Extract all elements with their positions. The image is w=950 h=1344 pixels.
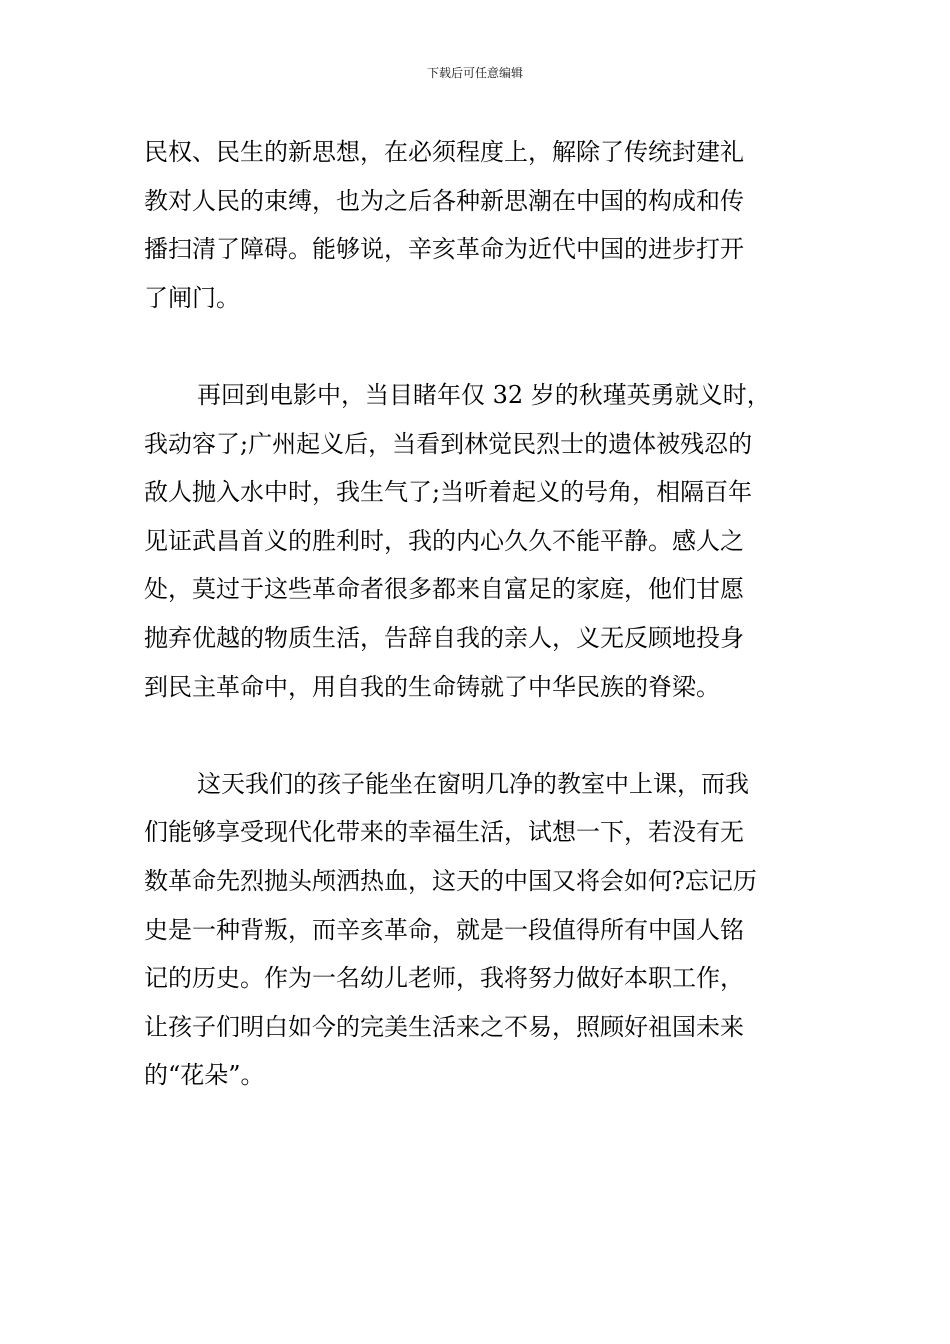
text-line: 的“花朵”。	[144, 1061, 265, 1090]
paragraph-3	[144, 760, 806, 1100]
text-line: 再回到电影中，当目睹年仅 32 岁的秋瑾英勇就义时，	[197, 380, 771, 409]
paragraph-gap	[144, 322, 806, 371]
paragraph-2	[144, 371, 806, 711]
paragraph-1	[144, 128, 806, 322]
text-line: 这天我们的孩子能坐在窗明几净的教室中上课，而我	[197, 769, 749, 798]
page-header: 下载后可任意编辑	[426, 66, 523, 80]
text-line: 处，莫过于这些革命者很多都来自富足的家庭，他们甘愿	[144, 575, 744, 604]
text-line: 敌人抛入水中时，我生气了;当听着起义的号角，相隔百年	[144, 478, 753, 507]
text-line: 让孩子们明白如今的完美生活来之不易，照顾好祖国未来	[144, 1012, 744, 1041]
paragraph-gap	[144, 711, 806, 760]
text-line: 播扫清了障碍。能够说，辛亥革命为近代中国的进步打开	[144, 235, 744, 264]
text-line: 见证武昌首义的胜利时，我的内心久久不能平静。感人之	[144, 526, 744, 555]
text-line: 教对人民的束缚，也为之后各种新思潮在中国的构成和传	[144, 186, 744, 215]
text-line: 我动容了;广州起义后，当看到林觉民烈士的遗体被残忍的	[144, 429, 753, 458]
text-line: 数革命先烈抛头颅洒热血，这天的中国又将会如何?忘记历	[144, 866, 757, 895]
text-line: 了闸门。	[144, 283, 240, 312]
text-line: 抛弃优越的物质生活，告辞自我的亲人，义无反顾地投身	[144, 623, 744, 652]
text-line: 到民主革命中，用自我的生命铸就了中华民族的脊梁。	[144, 672, 720, 701]
text-line: 记的历史。作为一名幼儿老师，我将努力做好本职工作，	[144, 964, 744, 993]
text-line: 们能够享受现代化带来的幸福生活，试想一下，若没有无	[144, 818, 744, 847]
text-line: 史是一种背叛，而辛亥革命，就是一段值得所有中国人铭	[144, 915, 744, 944]
document-body	[144, 128, 806, 1100]
text-line: 民权、民生的新思想，在必须程度上，解除了传统封建礼	[144, 138, 744, 166]
